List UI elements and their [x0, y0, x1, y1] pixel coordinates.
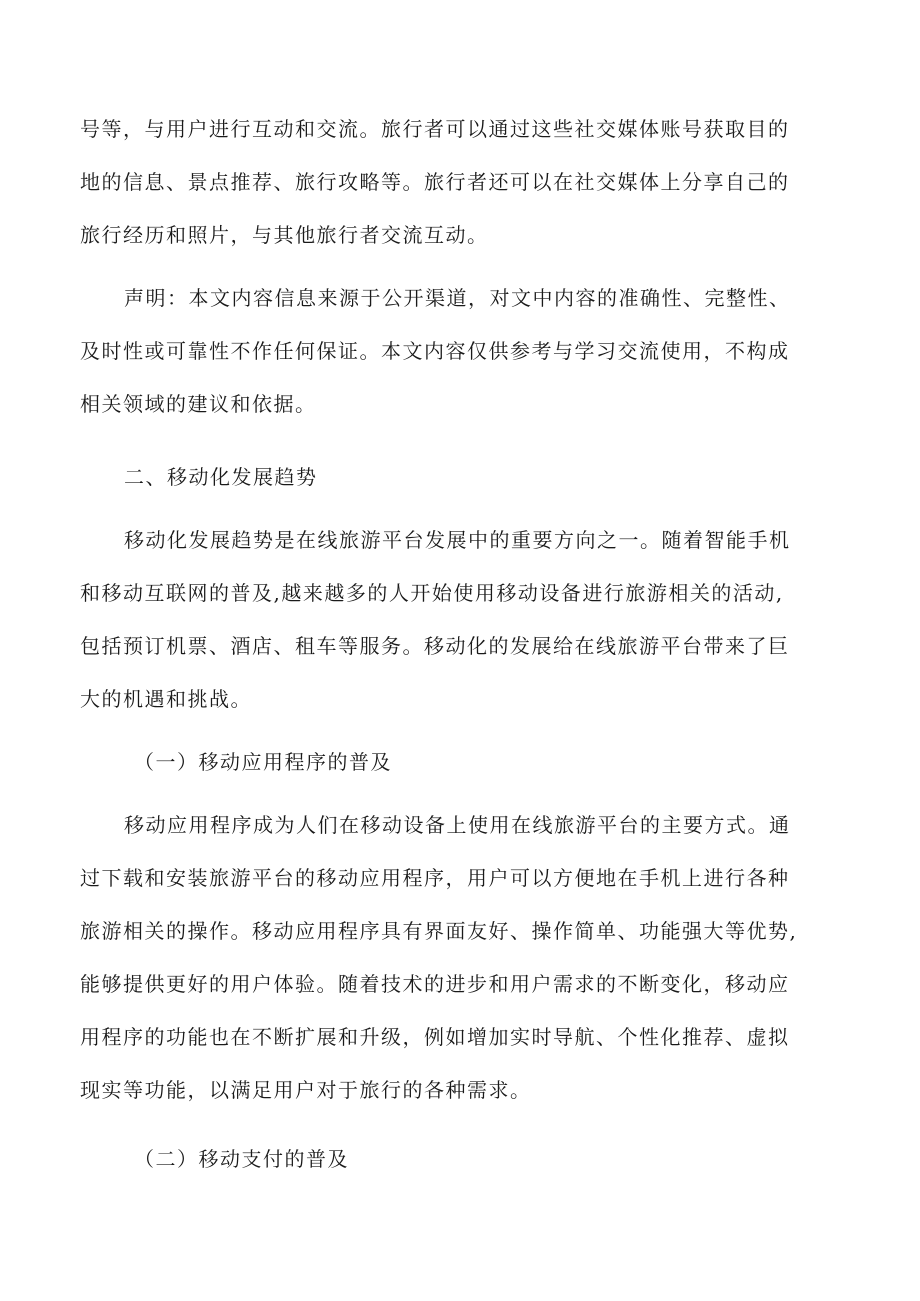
paragraph-line: 地的信息、景点推荐、旅行攻略等。旅行者还可以在社交媒体上分享自己的: [80, 170, 790, 194]
paragraph-line: 过下载和安装旅游平台的移动应用程序，用户可以方便地在手机上进行各种: [80, 866, 790, 890]
paragraph-line: 号等，与用户进行互动和交流。旅行者可以通过这些社交媒体账号获取目的: [80, 117, 790, 141]
subsection-heading: （二）移动支付的普及: [134, 1147, 349, 1171]
paragraph-line: 大的机遇和挑战。: [80, 687, 252, 711]
disclaimer-line: 相关领域的建议和依据。: [80, 392, 317, 416]
paragraph-line: 移动应用程序成为人们在移动设备上使用在线旅游平台的主要方式。通: [124, 813, 791, 837]
paragraph-line: 用程序的功能也在不断扩展和升级，例如增加实时导航、个性化推荐、虚拟: [80, 1025, 790, 1049]
paragraph-line: 包括预订机票、酒店、租车等服务。移动化的发展给在线旅游平台带来了巨: [80, 634, 790, 658]
disclaimer-line: 及时性或可靠性不作任何保证。本文内容仅供参考与学习交流使用，不构成: [80, 339, 790, 363]
paragraph-line: 旅行经历和照片，与其他旅行者交流互动。: [80, 223, 489, 247]
disclaimer-line: 声明：本文内容信息来源于公开渠道，对文中内容的准确性、完整性、: [124, 286, 791, 310]
section-heading: 二、移动化发展趋势: [124, 465, 318, 489]
paragraph-line: 移动化发展趋势是在线旅游平台发展中的重要方向之一。随着智能手机: [124, 528, 791, 552]
paragraph-line: 旅游相关的操作。移动应用程序具有界面友好、操作简单、功能强大等优势,: [80, 919, 798, 943]
paragraph-line: 现实等功能，以满足用户对于旅行的各种需求。: [80, 1078, 532, 1102]
paragraph-line: 能够提供更好的用户体验。随着技术的进步和用户需求的不断变化，移动应: [80, 972, 790, 996]
subsection-heading: （一）移动应用程序的普及: [134, 750, 392, 774]
paragraph-line: 和移动互联网的普及,越来越多的人开始使用移动设备进行旅游相关的活动,: [80, 581, 784, 605]
